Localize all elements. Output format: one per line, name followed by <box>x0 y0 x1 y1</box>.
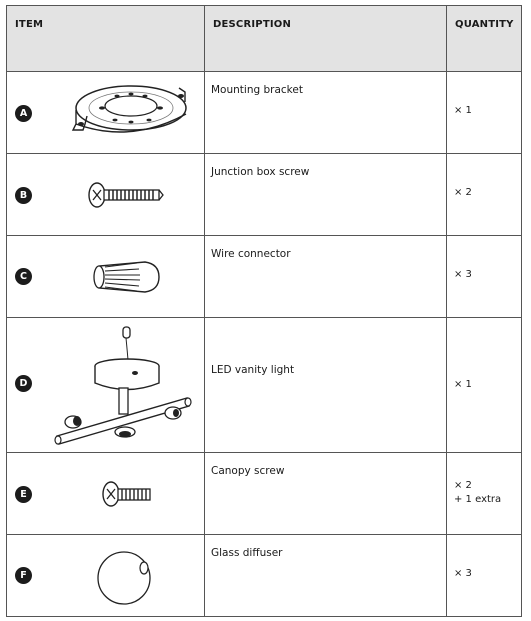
part-description: Mounting bracket <box>205 72 447 153</box>
table-row <box>7 452 521 534</box>
table-row <box>7 235 521 317</box>
item-letter-badge: D <box>15 375 32 392</box>
led-vanity-light-icon <box>7 318 205 453</box>
part-description: LED vanity light <box>205 318 447 452</box>
part-quantity: × 2 <box>454 480 472 491</box>
header-description: DESCRIPTION <box>205 6 447 71</box>
table-header <box>7 6 521 71</box>
item-letter-badge: F <box>15 567 32 584</box>
part-description: Wire connector <box>205 236 447 317</box>
table-row <box>7 317 521 452</box>
item-letter-badge: E <box>15 486 32 503</box>
junction-box-screw-icon <box>7 154 205 236</box>
part-description: Junction box screw <box>205 154 447 235</box>
header-item: ITEM <box>7 6 205 71</box>
part-quantity: × 2 <box>454 187 472 198</box>
item-letter-badge: C <box>15 268 32 285</box>
parts-table <box>6 5 522 617</box>
table-row <box>7 71 521 153</box>
item-letter-badge: B <box>15 187 32 204</box>
part-description: Glass diffuser <box>205 535 447 616</box>
canopy-screw-icon <box>7 453 205 535</box>
table-row <box>7 534 521 616</box>
glass-diffuser-icon <box>7 535 205 617</box>
part-quantity: × 3 <box>454 568 472 579</box>
header-quantity: QUANTITY <box>455 19 514 30</box>
part-quantity: × 3 <box>454 269 472 280</box>
part-quantity: × 1 <box>454 379 472 390</box>
mounting-bracket-icon <box>7 72 205 154</box>
part-quantity: × 1 <box>454 105 472 116</box>
wire-connector-icon <box>7 236 205 318</box>
part-description: Canopy screw <box>205 453 447 534</box>
item-letter-badge: A <box>15 105 32 122</box>
part-quantity-extra: + 1 extra <box>454 494 502 505</box>
table-row <box>7 153 521 235</box>
